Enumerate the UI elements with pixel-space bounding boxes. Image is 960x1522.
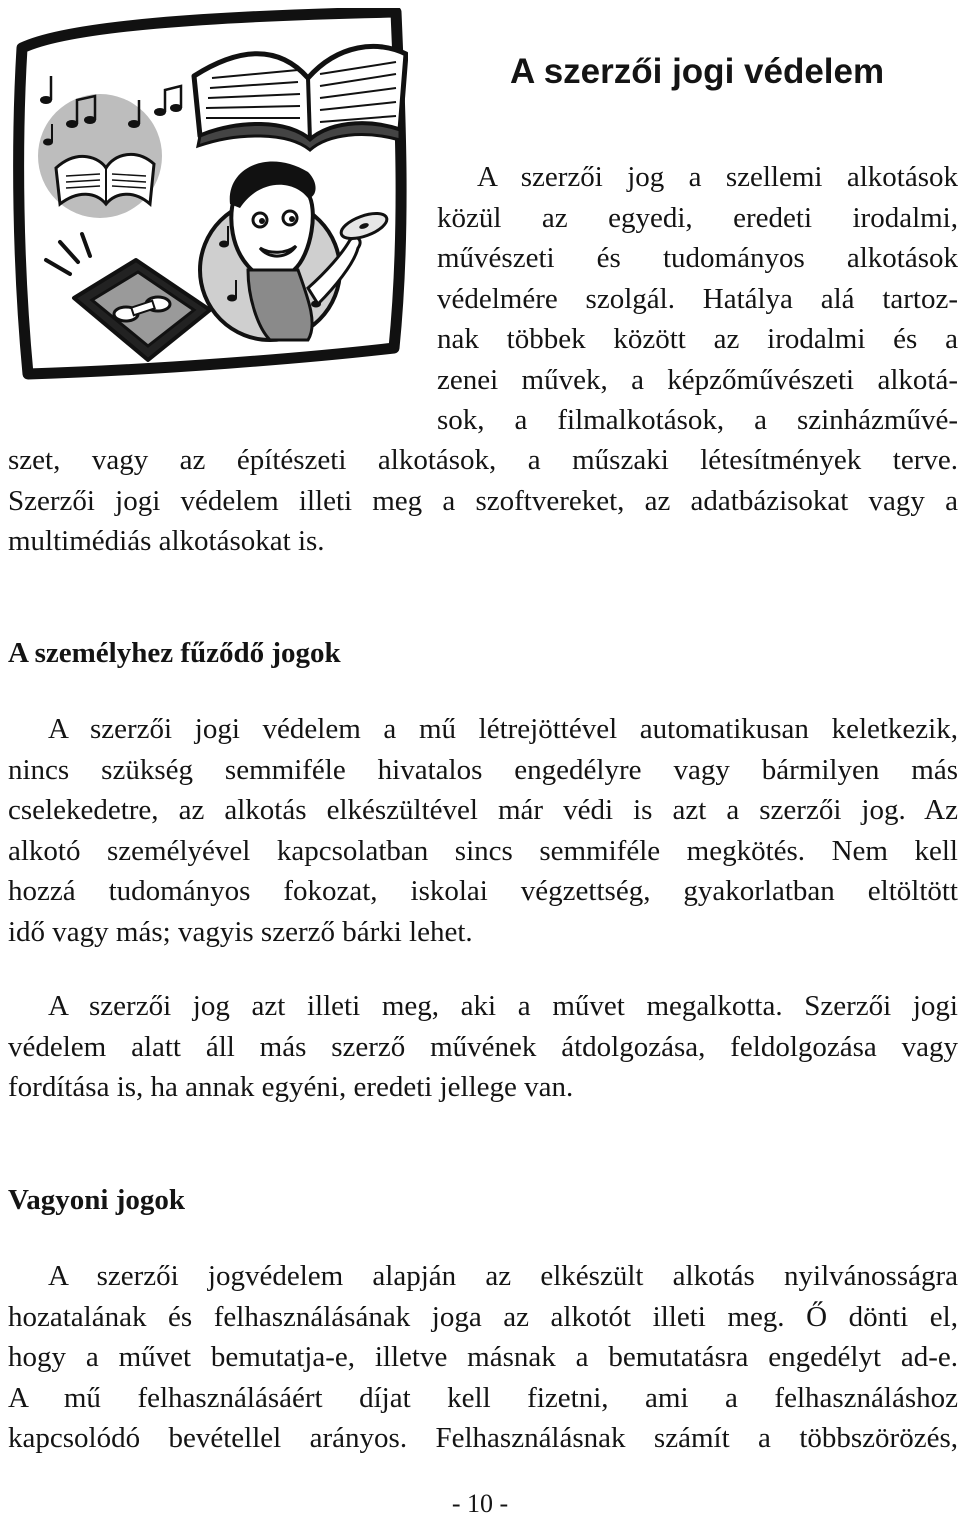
intro-paragraph-continued [8,440,958,562]
personal-rights-paragraph-2 [8,986,958,1108]
personal-rights-paragraph-1 [8,709,958,952]
section-heading-property-rights: Vagyoni jogok [8,1184,186,1216]
text-line: hozatalának és felhasználásának joga az alkotót illeti meg. Ő dönti el, [8,1300,958,1333]
text-line: zenei művek, a képzőművészeti alkotá- [437,363,958,396]
text-line: védelem alatt áll más szerző művének átdolgozása, feldolgozása vagy [8,1030,958,1063]
text-line: A szerzői jog a szellemi alkotások [477,161,958,193]
text-line: hozzá tudományos fokozat, iskolai végzettség, gyakorlatban eltöltött [8,875,958,907]
text-line: nincs szükség semmiféle hivatalos engedélyre vagy bármilyen más [8,753,958,786]
text-line: nak többek között az irodalmi és a [437,323,958,355]
text-line: A szerzői jogvédelem alapján az elkészült alkotás nyilvánosságra [48,1260,958,1292]
text-line: A mű felhasználásáért díjat kell fizetni, ami a felhasználáshoz [8,1381,958,1414]
text-line: szet, vagy az építészeti alkotások, a műszaki létesítmények terve. [8,444,958,476]
text-line: alkotó személyével kapcsolatban sincs semmiféle megkötés. Nem kell [8,834,958,867]
property-rights-paragraph [8,1256,958,1459]
text-line: A szerzői jog azt illeti meg, aki a művet megalkotta. Szerzői jogi [48,990,958,1022]
page-title: A szerzői jogi védelem [510,52,885,91]
text-line: művészeti és tudományos alkotások [437,242,958,274]
text-line: közül az egyedi, eredeti irodalmi, [437,201,958,234]
text-line: Szerzői jogi védelem illeti meg a szoftvereket, az adatbázisokat vagy a [8,484,958,517]
text-line: hogy a művet bemutatja-e, illetve másnak a bemutatásra engedélyt ad-e. [8,1341,958,1373]
text-line: cselekedetre, az alkotás elkészültével már védi is azt a szerzői jog. Az [8,794,958,826]
copyright-illustration [8,8,408,380]
text-line: sok, a filmalkotások, a szinházművé- [437,404,958,436]
text-line: fordítása is, ha annak egyéni, eredeti jellege van. [8,1071,574,1103]
intro-paragraph-wrapped [437,157,958,441]
text-line: kapcsolódó bevétellel arányos. Felhasználásnak számít a többszörözés, [8,1422,958,1454]
text-line: idő vagy más; vagyis szerző bárki lehet. [8,915,473,948]
text-line: védelmére szolgál. Hatálya alá tartoz- [437,282,958,315]
text-line: A szerzői jogi védelem a mű létrejöttével automatikusan keletkezik, [48,713,958,745]
page-number: - 10 - [451,1489,509,1518]
text-line: multimédiás alkotásokat is. [8,525,325,557]
section-heading-personal-rights: A személyhez fűződő jogok [8,637,341,669]
